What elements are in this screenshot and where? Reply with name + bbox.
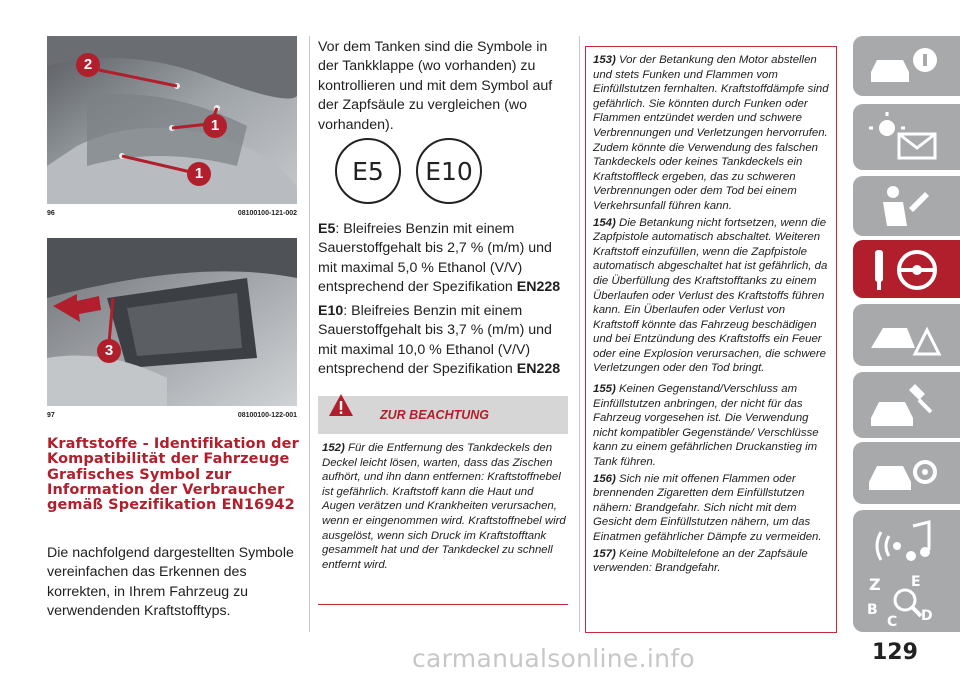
note-number: 152) bbox=[322, 442, 345, 454]
e10-fuel-symbol: E10 bbox=[416, 138, 482, 204]
warning-title: ZUR BEACHTUNG bbox=[380, 408, 490, 422]
spec-label: E10 bbox=[318, 303, 344, 319]
callout-1: 1 bbox=[203, 114, 227, 138]
tab-safety[interactable] bbox=[853, 176, 960, 236]
figure-code: 08100100-121-002 bbox=[237, 210, 297, 217]
spec-e10 bbox=[318, 302, 570, 380]
svg-text:C: C bbox=[887, 614, 898, 628]
tab-emergency[interactable] bbox=[853, 304, 960, 366]
note-number: 156) bbox=[593, 472, 616, 485]
note-number: 154) bbox=[593, 216, 616, 229]
emergency-icon bbox=[863, 310, 943, 360]
tab-maintenance[interactable] bbox=[853, 372, 960, 438]
figure-number: 97 bbox=[47, 412, 55, 419]
svg-text:D: D bbox=[921, 608, 933, 624]
note-number: 157) bbox=[593, 547, 616, 560]
svg-text:Z: Z bbox=[869, 575, 881, 594]
spec-standard: EN228 bbox=[516, 361, 561, 378]
note-text: Keine Mobiltelefone an der Zapfsäule verwenden: Brandgefahr. bbox=[593, 547, 808, 575]
svg-text:B: B bbox=[867, 602, 878, 618]
note-153 bbox=[593, 53, 833, 214]
callout-2: 2 bbox=[76, 53, 100, 77]
key-steering-icon bbox=[863, 246, 943, 292]
spec-label: E5 bbox=[318, 221, 336, 237]
warning-header bbox=[318, 396, 568, 434]
callout-1: 1 bbox=[187, 162, 211, 186]
figure-97-caption bbox=[47, 412, 297, 422]
safety-airbag-icon bbox=[863, 182, 943, 230]
figure-97-photo bbox=[47, 238, 297, 406]
tab-index[interactable] bbox=[853, 562, 960, 632]
warning-side-rule bbox=[836, 46, 837, 632]
note-number: 155) bbox=[593, 383, 616, 396]
note-154 bbox=[593, 216, 833, 377]
page-number: 129 bbox=[872, 640, 918, 665]
note-156 bbox=[593, 472, 833, 545]
warning-bottom-rule bbox=[318, 604, 568, 605]
index-icon bbox=[863, 568, 943, 628]
note-text: Keinen Gegenstand/Verschluss am Einfüllstutzen anbringen, der nicht für das Fahrzeug vorgesehen ist. Die Verwendung nicht kompatibler Gegenstände/ Verschlüsse kann zu einem gefährlichen Druckanstieg im Tank führen. bbox=[593, 383, 819, 469]
technical-data-icon bbox=[863, 448, 943, 498]
warning-triangle-icon bbox=[328, 392, 354, 418]
tab-start-driving[interactable] bbox=[853, 240, 960, 298]
column-divider bbox=[579, 36, 580, 632]
note-text: Sich nie mit offenen Flammen oder brennenden Zigaretten dem Einfüllstutzen nähern: Brandgefahr. Sich nicht mit dem Gesicht dem Einfüllstutzen nähern, um das Einatmen gefährlicher Dämpfe zu vermeiden. bbox=[593, 472, 822, 543]
spec-text: : Bleifreies Benzin mit einem Sauerstoffgehalt bis 2,7 % (m/m) und mit maximal 5,0 % Ethanol (V/V) entsprechend der Spezifikation bbox=[318, 221, 552, 296]
callout-3: 3 bbox=[97, 339, 121, 363]
figure-96-photo bbox=[47, 36, 297, 204]
tab-technical-data[interactable] bbox=[853, 442, 960, 504]
symbol-intro-paragraph: Vor dem Tanken sind die Symbole in der Tankklappe (wo vorhanden) zu kontrollieren und mit dem Symbol auf der Zapfsäule zu vergleichen (wo vorhanden). bbox=[318, 39, 553, 133]
note-157 bbox=[593, 547, 833, 576]
note-text: Für die Entfernung des Tankdeckels den Deckel leicht lösen, warten, dass das Zischen aufhört, und ihn dann entfernen: Kraftstoffnebel ist gefährlich. Kraftstoff kann die Haut und Augen verätzen und Krankheiten verursachen, wenn er eingenommen wird. Kraftstoffnebel wird ausgelöst, wenn sich Druck im Kraftstofftank gesammelt hat und der Tankdeckel zu schnell entfernt wird. bbox=[322, 442, 566, 571]
maintenance-icon bbox=[863, 378, 943, 432]
tab-warning-lights[interactable] bbox=[853, 104, 960, 170]
intro-paragraph: Die nachfolgend dargestellten Symbole vereinfachen das Erkennen des korrekten, in Ihrem Fahrzeug zu verwendenden Kraftstofftyps. bbox=[47, 545, 294, 620]
section-heading: Kraftstoffe - Identifikation der Kompatibilität der Fahrzeuge Grafisches Symbol zur Information der Verbraucher gemäß Spezifikation EN16942 bbox=[47, 436, 299, 514]
notes-right-column bbox=[593, 53, 833, 576]
spec-standard: EN228 bbox=[516, 279, 561, 296]
e5-fuel-symbol: E5 bbox=[335, 138, 401, 204]
svg-text:E: E bbox=[911, 574, 921, 590]
car-info-icon bbox=[863, 42, 943, 90]
warning-lights-icon bbox=[863, 110, 943, 164]
note-152 bbox=[322, 441, 568, 572]
figure-code: 08100100-122-001 bbox=[237, 412, 297, 419]
note-text: Die Betankung nicht fortsetzen, wenn die Zapfpistole automatisch abschaltet. Weiteren Kraftstoff einzufüllen, wenn die Zapfpistole automatisch abgeschaltet hat ist gefährlich, da die Überfüllung des Kraftstofftanks zu einem Überlaufen oder Verlust des Kraftstoffs führen kann. Ein Überlaufen oder Verlust von Kraftstoff könnte das Fahrzeug beschädigen und bei Entzündung des Kraftstoffs ein Feuer oder eine Explosion verursachen, die schwere Verletzungen oder den Tod bringt. bbox=[593, 216, 828, 375]
warning-bottom-rule bbox=[585, 632, 837, 633]
figure-96-caption bbox=[47, 210, 297, 220]
note-number: 153) bbox=[593, 54, 616, 66]
tab-car-info[interactable] bbox=[853, 36, 960, 96]
column-divider bbox=[309, 36, 310, 632]
note-text: Vor der Betankung den Motor abstellen und stets Funken und Flammen vom Einfüllstutzen fernhalten. Kraftstoffdämpfe sind gefährlich. Sie könnten durch Funken oder Flammen entzündet werden und schwere Verbrennungen und Verletzungen hervorrufen. Zudem könnte die Verwendung des falschen Tankdeckels oder keines Tankdeckels ein Kraftstoffleck ergeben, das zu schweren Verbrennungen oder dem Tod bei einem Verkehrsunfall führen kann. bbox=[593, 54, 829, 212]
watermark: carmanualsonline.info bbox=[412, 644, 695, 673]
spec-e5 bbox=[318, 220, 570, 298]
warning-side-rule bbox=[585, 46, 586, 632]
figure-number: 96 bbox=[47, 210, 55, 217]
spec-text: : Bleifreies Benzin mit einem Sauerstoffgehalt bis 3,7 % (m/m) und mit maximal 10,0 % Ethanol (V/V) entsprechend der Spezifikation bbox=[318, 303, 552, 378]
note-155 bbox=[593, 382, 833, 470]
warning-top-rule bbox=[585, 46, 837, 47]
